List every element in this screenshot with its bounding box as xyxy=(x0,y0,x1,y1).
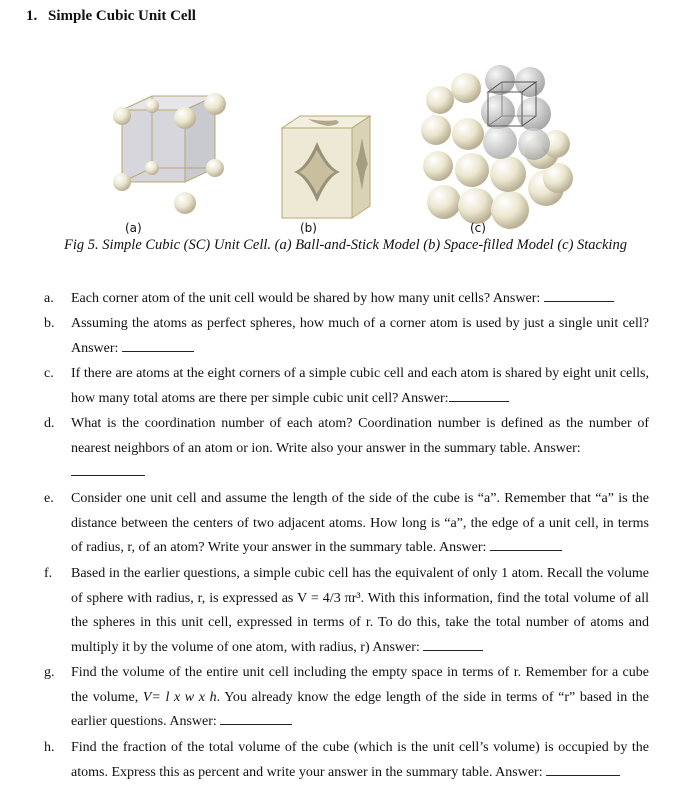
answer-blank[interactable] xyxy=(122,337,194,352)
question-text: Assuming the atoms as perfect spheres, how much of a corner atom is used by just a single unit cell? Answer: xyxy=(71,316,649,356)
answer-blank[interactable] xyxy=(71,461,145,476)
question-text: Find the fraction of the total volume of the cube (which is the unit cell’s volume) is occupied by the atoms. Express this as percent and write your answer in the summary table. Answer: xyxy=(71,740,649,780)
question-text-continued: . You already know the edge length of the side in terms of “r” based in the earlier questions. Answer: xyxy=(71,689,649,730)
question-label: d. xyxy=(44,416,55,431)
question-label: f. xyxy=(44,566,53,581)
unit-cell-illustrations xyxy=(90,60,610,240)
cube-volume-formula: V= l x w x h xyxy=(142,689,217,705)
question-d xyxy=(44,412,649,486)
question-h xyxy=(44,736,649,785)
figure-label-b: (b) xyxy=(300,221,317,235)
figure-label-c: (c) xyxy=(470,221,486,235)
answer-blank[interactable] xyxy=(544,287,614,302)
question-label: c. xyxy=(44,366,54,381)
question-a xyxy=(44,287,649,312)
question-label: b. xyxy=(44,316,55,331)
question-text: Each corner atom of the unit cell would be shared by how many unit cells? Answer: xyxy=(71,291,544,306)
answer-blank[interactable] xyxy=(490,536,562,551)
question-text: Consider one unit cell and assume the length of the side of the cube is “a”. Remember that “a” is the distance between the centers of two adjacent atoms. How long is “a”, the edge of a unit cell, in terms of radius, r, of an atom? Write your answer in the summary table. Answer: xyxy=(71,491,649,556)
question-b xyxy=(44,312,649,361)
figure-label-a: (a) xyxy=(125,221,142,235)
unit-cell-figure xyxy=(90,60,610,240)
question-label: a. xyxy=(44,291,54,306)
question-f xyxy=(44,562,649,660)
question-label: e. xyxy=(44,491,54,506)
question-text: Find the volume of the entire unit cell including the empty space in terms of r. Remember for a cube the volume, xyxy=(71,665,649,705)
section-number: 1. xyxy=(26,8,38,24)
question-text-continued: . With this information, find the total volume of all the spheres in this unit cell, expressed in terms of r. To do this, take the total number of atoms and multiply it by the volume of one atom, with radius, r) Answer: xyxy=(71,590,649,655)
answer-blank[interactable] xyxy=(220,710,292,725)
question-text: Based in the earlier questions, a simple cubic cell has the equivalent of only 1 atom. Recall the volume of sphere with radius, r, is expressed as xyxy=(71,566,649,606)
question-e xyxy=(44,487,649,561)
question-label: g. xyxy=(44,665,55,680)
question-g xyxy=(44,661,649,735)
figure-caption: Fig 5. Simple Cubic (SC) Unit Cell. (a) Ball-and-Stick Model (b) Space-filled Model (c) Stacking xyxy=(64,237,627,253)
sphere-volume-formula: V = 4/3 πr³ xyxy=(297,590,361,606)
section-heading xyxy=(26,8,196,25)
section-title: Simple Cubic Unit Cell xyxy=(48,8,196,24)
ball-and-stick-model xyxy=(113,93,226,214)
stacking-model xyxy=(421,65,573,229)
answer-blank[interactable] xyxy=(423,636,483,651)
answer-blank[interactable] xyxy=(546,761,620,776)
question-label: h. xyxy=(44,740,55,755)
question-c xyxy=(44,362,649,411)
answer-blank[interactable] xyxy=(449,387,509,402)
space-filled-model xyxy=(282,116,370,218)
question-text: If there are atoms at the eight corners of a simple cubic cell and each atom is shared by eight unit cells, how many total atoms are there per simple cubic unit cell? Answer: xyxy=(71,366,649,406)
question-text: What is the coordination number of each atom? Coordination number is defined as the number of nearest neighbors of an atom or ion. Write also your answer in the summary table. Answer: xyxy=(71,416,649,456)
